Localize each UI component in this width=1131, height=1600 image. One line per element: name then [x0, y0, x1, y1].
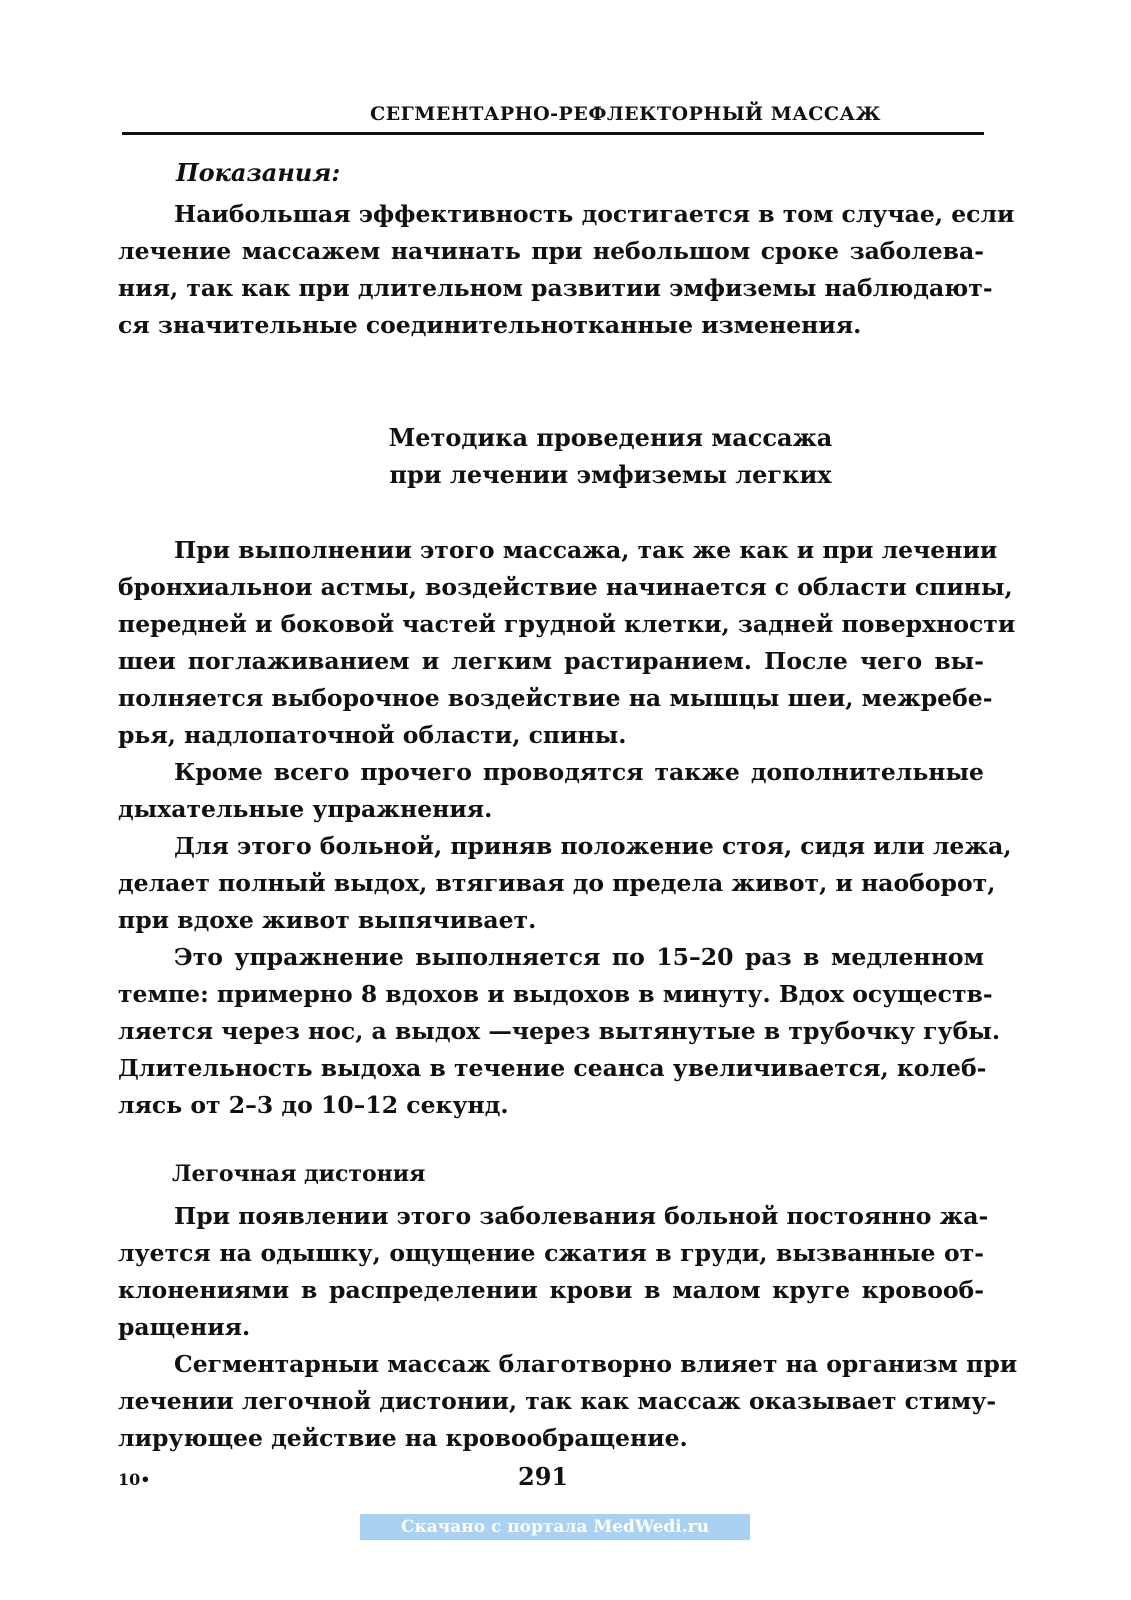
page-number: 291 — [518, 1462, 569, 1491]
text-line: клонениями в распределении крови в малом круге кровооб- — [118, 1276, 984, 1304]
method-paragraph-4 — [118, 939, 1001, 1124]
text-line: Кроме всего прочего проводятся также дополнительные — [174, 758, 984, 786]
text-line: ращения. — [118, 1313, 251, 1341]
text-line: делает полный выдох, втягивая до предела живот, и наоборот, — [118, 869, 996, 897]
signature-mark: 10• — [118, 1470, 151, 1489]
text-line: При выполнении этого массажа, так же как и при лечении — [174, 536, 998, 564]
text-line: Это упражнение выполняется по 15–20 раз в медленном — [174, 943, 984, 971]
text-line: передней и боковой частей грудной клетки, задней поверхности — [118, 610, 1016, 638]
text-line: лирующее действие на кровообращение. — [118, 1424, 688, 1452]
text-line: Наибольшая эффективность достигается в том случае, если — [174, 200, 1015, 228]
method-paragraph-1 — [118, 532, 1016, 754]
text-line: шеи поглаживанием и легким растиранием. После чего вы- — [118, 647, 984, 675]
text-line: дыхательные упражнения. — [118, 795, 493, 823]
section-title-line2: при лечении эмфиземы легких — [389, 460, 832, 489]
method-paragraph-2 — [118, 754, 984, 828]
section-title-line1: Методика проведения массажа — [388, 423, 833, 452]
text-line: При появлении этого заболевания больной постоянно жа- — [174, 1202, 989, 1230]
text-line: рья, надлопаточной области, спины. — [118, 721, 627, 749]
text-line: при вдохе живот выпячивает. — [118, 906, 537, 934]
text-line: Для этого больной, приняв положение стоя, сидя или лежа, — [174, 832, 1012, 860]
text-line: ния, так как при длительном развитии эмфиземы наблюдают- — [118, 274, 993, 302]
dystonia-heading: Легочная дистония — [172, 1161, 426, 1187]
running-title: СЕГМЕНТАРНО-РЕФЛЕКТОРНЫЙ МАССАЖ — [370, 103, 881, 125]
text-line: Сегментарныи массаж благотворно влияет на организм при — [174, 1350, 1018, 1378]
text-line: лясь от 2–3 до 10–12 секунд. — [118, 1091, 509, 1119]
text-line: Длительность выдоха в течение сеанса увеличивается, колеб- — [118, 1054, 987, 1082]
indications-heading: Показания: — [176, 158, 341, 187]
text-line: лечении легочной дистонии, так как массаж оказывает стиму- — [118, 1387, 997, 1415]
text-line: полняется выборочное воздействие на мышцы шеи, межребе- — [118, 684, 993, 712]
dystonia-paragraph-1 — [118, 1198, 989, 1346]
text-line: ляется через нос, а выдох —через вытянутые в трубочку губы. — [118, 1017, 1001, 1045]
watermark-link[interactable]: Скачано с портала MedWedi.ru — [360, 1514, 750, 1540]
text-line: луется на одышку, ощущение сжатия в груди, вызванные от- — [118, 1239, 984, 1267]
method-paragraph-3 — [118, 828, 1012, 939]
text-line: ся значительные соединительнотканные изменения. — [118, 311, 862, 339]
dystonia-paragraph-2 — [118, 1346, 1018, 1457]
text-line: бронхиальнои астмы, воздействие начинается с области спины, — [118, 573, 1013, 601]
text-line: темпе: примерно 8 вдохов и выдохов в минуту. Вдох осуществ- — [118, 980, 993, 1008]
text-line: лечение массажем начинать при небольшом сроке заболева- — [118, 237, 984, 265]
indications-paragraph — [118, 196, 1015, 344]
header-rule — [122, 132, 984, 135]
